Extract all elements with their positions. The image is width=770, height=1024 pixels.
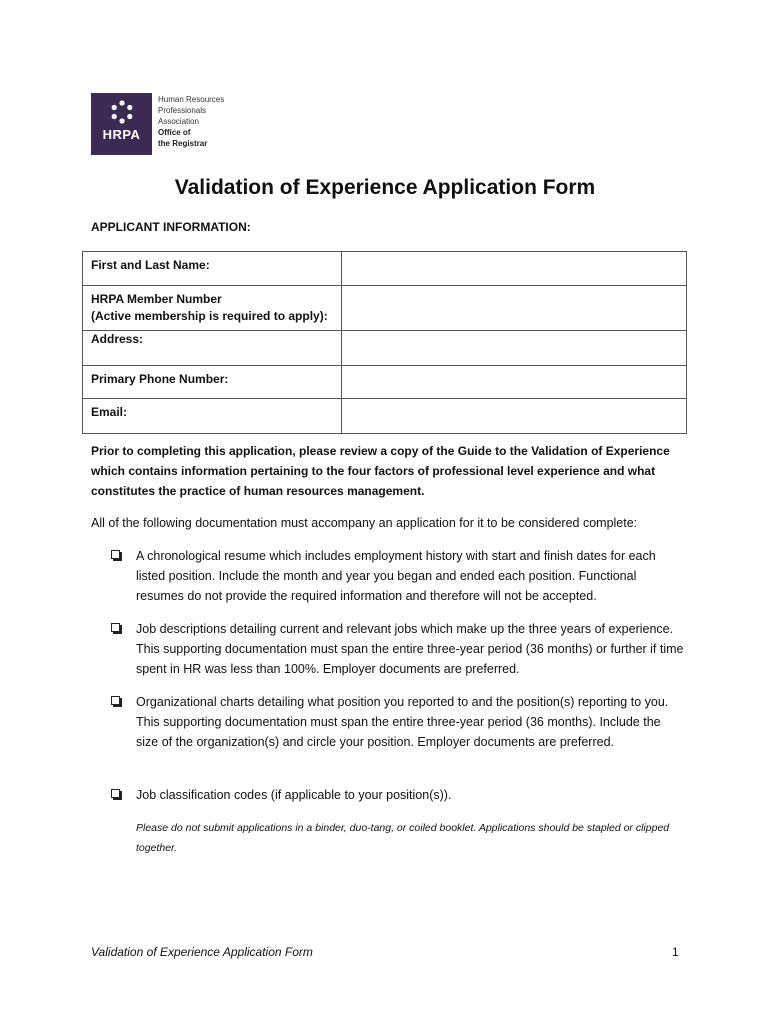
address-label: Address: [83, 331, 342, 366]
documentation-line: All of the following documentation must accompany an application for it to be considered complete: [91, 516, 638, 530]
table-row [83, 252, 687, 286]
intro-paragraph: Prior to completing this application, please review a copy of the Guide to the Validation of Experience which contains information pertaining to the four factors of professional level experience and what constitutes the practice of human resources management. [91, 444, 670, 498]
logo-line: Association [158, 117, 199, 126]
address-field[interactable] [342, 331, 687, 366]
table-row [83, 366, 687, 399]
member-number-field[interactable] [342, 286, 687, 331]
applicant-info-table [82, 251, 687, 434]
member-number-label [83, 286, 342, 331]
checkbox-icon[interactable] [111, 623, 120, 632]
footer-title: Validation of Experience Application Form [91, 945, 313, 959]
submission-note: Please do not submit applications in a binder, duo-tang, or coiled booklet. Applications should be stapled or clipped together. [136, 822, 670, 854]
email-label: Email: [83, 399, 342, 434]
member-number-label-line1: HRPA Member Number [91, 292, 222, 306]
section-heading: APPLICANT INFORMATION: [91, 220, 251, 234]
checkbox-icon[interactable] [111, 789, 120, 798]
name-field[interactable] [342, 252, 687, 286]
logo-line: Human Resources [158, 95, 225, 104]
hrpa-star-icon [110, 100, 134, 124]
page-title: Validation of Experience Application Form [174, 176, 596, 199]
checklist-item-text: A chronological resume which includes employment history with start and finish dates for each listed position. Include the month and year you began and ended each position. Functional resumes do not provide the required information and therefore will not be accepted. [136, 549, 656, 603]
email-field[interactable] [342, 399, 687, 434]
checklist-item-text: Job classification codes (if applicable to your position(s)). [136, 788, 452, 802]
logo-acronym: HRPA [102, 127, 141, 142]
page-number: 1 [672, 945, 679, 959]
logo-line: Professionals [158, 106, 207, 115]
checklist-item-text: Organizational charts detailing what position you reported to and the position(s) reporting to you. This supporting documentation must span the entire three-year period (36 months). Include the size of the organization(s) and circle your position. Employer documents are preferred. [136, 695, 669, 749]
table-row [83, 331, 687, 366]
hrpa-logo [91, 93, 152, 155]
logo-office-line: the Registrar [158, 139, 208, 148]
table-row [83, 286, 687, 331]
logo-text [158, 94, 224, 149]
member-number-label-line2: (Active membership is required to apply): [91, 309, 328, 323]
logo-office-line: Office of [158, 128, 191, 137]
checkbox-icon[interactable] [111, 696, 120, 705]
phone-field[interactable] [342, 366, 687, 399]
phone-label: Primary Phone Number: [83, 366, 342, 399]
checkbox-icon[interactable] [111, 550, 120, 559]
checklist-item-text: Job descriptions detailing current and relevant jobs which make up the three years of experience. This supporting documentation must span the entire three-year period (36 months) or further if time spent in HR was less than 100%. Employer documents are preferred. [136, 622, 684, 676]
table-row [83, 399, 687, 434]
name-label: First and Last Name: [83, 252, 342, 286]
